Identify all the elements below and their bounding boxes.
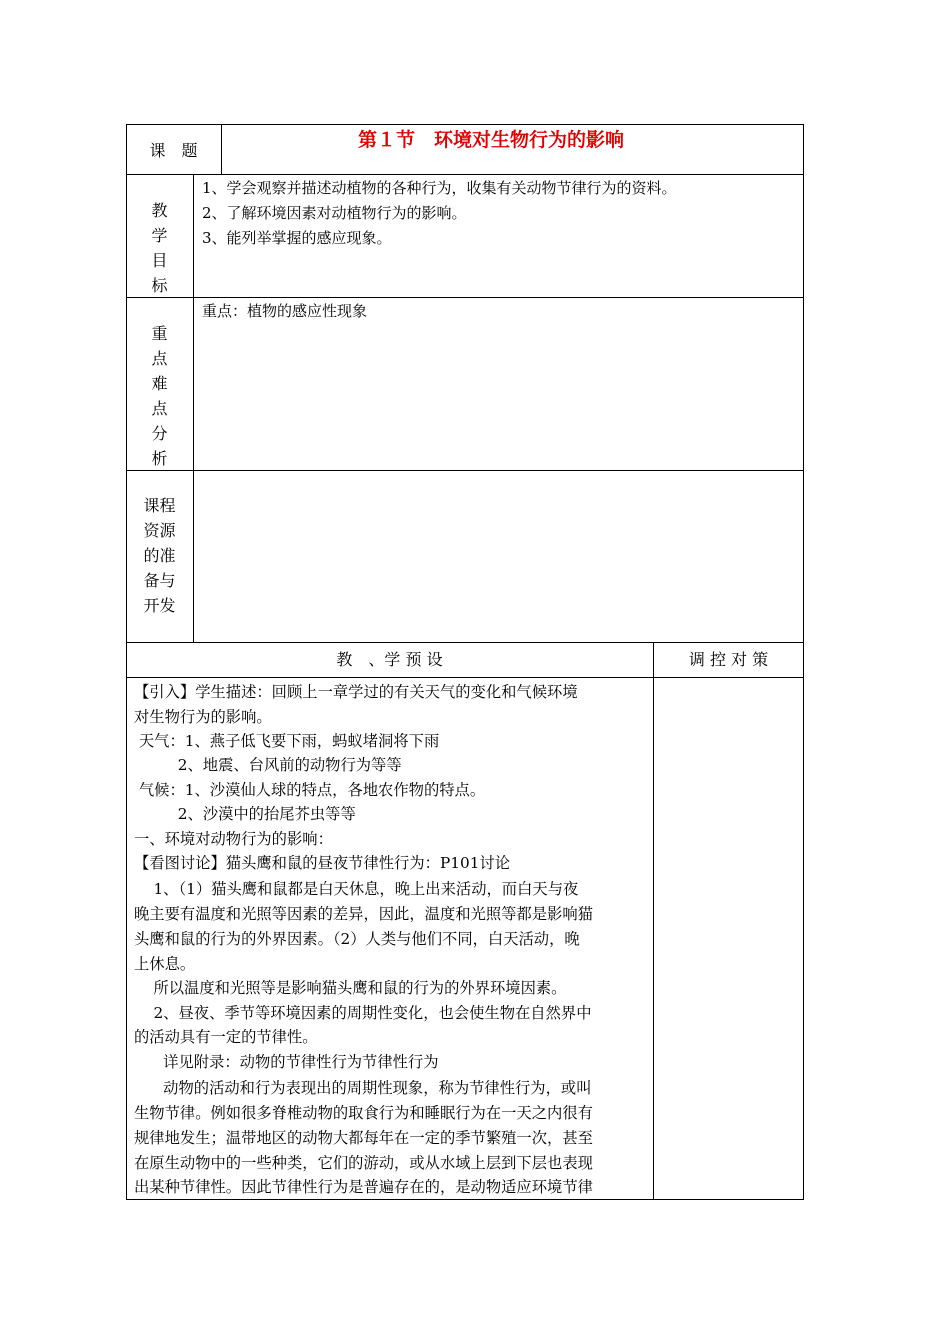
topic-label: 课 题 <box>149 141 198 160</box>
content-line: 所以温度和光照等是影响猫头鹰和鼠的行为的外界环境因素。 <box>134 979 567 997</box>
key-points-text: 重点：植物的感应性现象 <box>202 302 368 320</box>
row-divider <box>126 470 804 471</box>
resources-label: 课程 资源 的准 备与 开发 <box>143 496 176 615</box>
column-divider <box>193 174 194 643</box>
objective-item: 3、能列举掌握的感应现象。 <box>202 229 392 247</box>
content-line: 2、昼夜、季节等环境因素的周期性变化，也会使生物在自然界中 <box>134 1004 592 1022</box>
objective-item: 1、学会观察并描述动植物的各种行为，收集有关动物节律行为的资料。 <box>202 179 677 197</box>
row-divider <box>126 174 804 175</box>
row-divider <box>126 642 804 643</box>
content-line: 天气：1、燕子低飞要下雨，蚂蚁堵洞将下雨 <box>134 732 440 750</box>
adjustment-strategy-header: 调 控 对 策 <box>688 650 769 669</box>
content-line: 生物节律。例如很多脊椎动物的取食行为和睡眠行为在一天之内很有 <box>134 1104 593 1122</box>
content-line: 【引入】学生描述：回顾上一章学过的有关天气的变化和气候环境 <box>134 683 578 701</box>
row-divider <box>126 297 804 298</box>
content-line: 晚主要有温度和光照等因素的差异，因此，温度和光照等都是影响猫 <box>134 905 593 923</box>
column-divider <box>221 124 222 175</box>
content-line: 2、地震、台风前的动物行为等等 <box>134 756 402 774</box>
content-line: 上休息。 <box>134 955 196 973</box>
content-line: 详见附录：动物的节律性行为节律性行为 <box>134 1053 439 1071</box>
objective-item: 2、了解环境因素对动植物行为的影响。 <box>202 204 467 222</box>
row-divider <box>126 677 804 678</box>
page-title: 第１节 环境对生物行为的影响 <box>358 129 625 151</box>
column-divider <box>653 642 654 1200</box>
teaching-design-header: 教 、学 预 设 <box>336 650 443 669</box>
content-line: 规律地发生；温带地区的动物大都每年在一定的季节繁殖一次，甚至 <box>134 1129 593 1147</box>
content-line: 2、沙漠中的抬尾芥虫等等 <box>134 805 356 823</box>
content-line: 气候：1、沙漠仙人球的特点，各地农作物的特点。 <box>134 781 486 799</box>
content-line: 1、（1）猫头鹰和鼠都是白天休息，晚上出来活动，而白天与夜 <box>134 880 579 898</box>
key-points-label: 重 点 难 点 分 析 <box>151 324 168 468</box>
content-line: 出某种节律性。因此节律性行为是普遍存在的，是动物适应环境节律 <box>134 1178 593 1196</box>
content-line: 在原生动物中的一些种类，它们的游动，或从水域上层到下层也表现 <box>134 1154 593 1172</box>
content-line: 的活动具有一定的节律性。 <box>134 1028 318 1046</box>
content-line: 一、环境对动物行为的影响： <box>134 830 333 848</box>
objectives-label: 教 学 目 标 <box>151 201 168 295</box>
content-line: 【看图讨论】猫头鹰和鼠的昼夜节律性行为：P101讨论 <box>134 854 511 872</box>
content-line: 对生物行为的影响。 <box>134 708 272 726</box>
content-line: 头鹰和鼠的行为的外界因素。（2）人类与他们不同，白天活动，晚 <box>134 930 580 948</box>
content-line: 动物的活动和行为表现出的周期性现象，称为节律性行为，或叫 <box>134 1079 592 1097</box>
